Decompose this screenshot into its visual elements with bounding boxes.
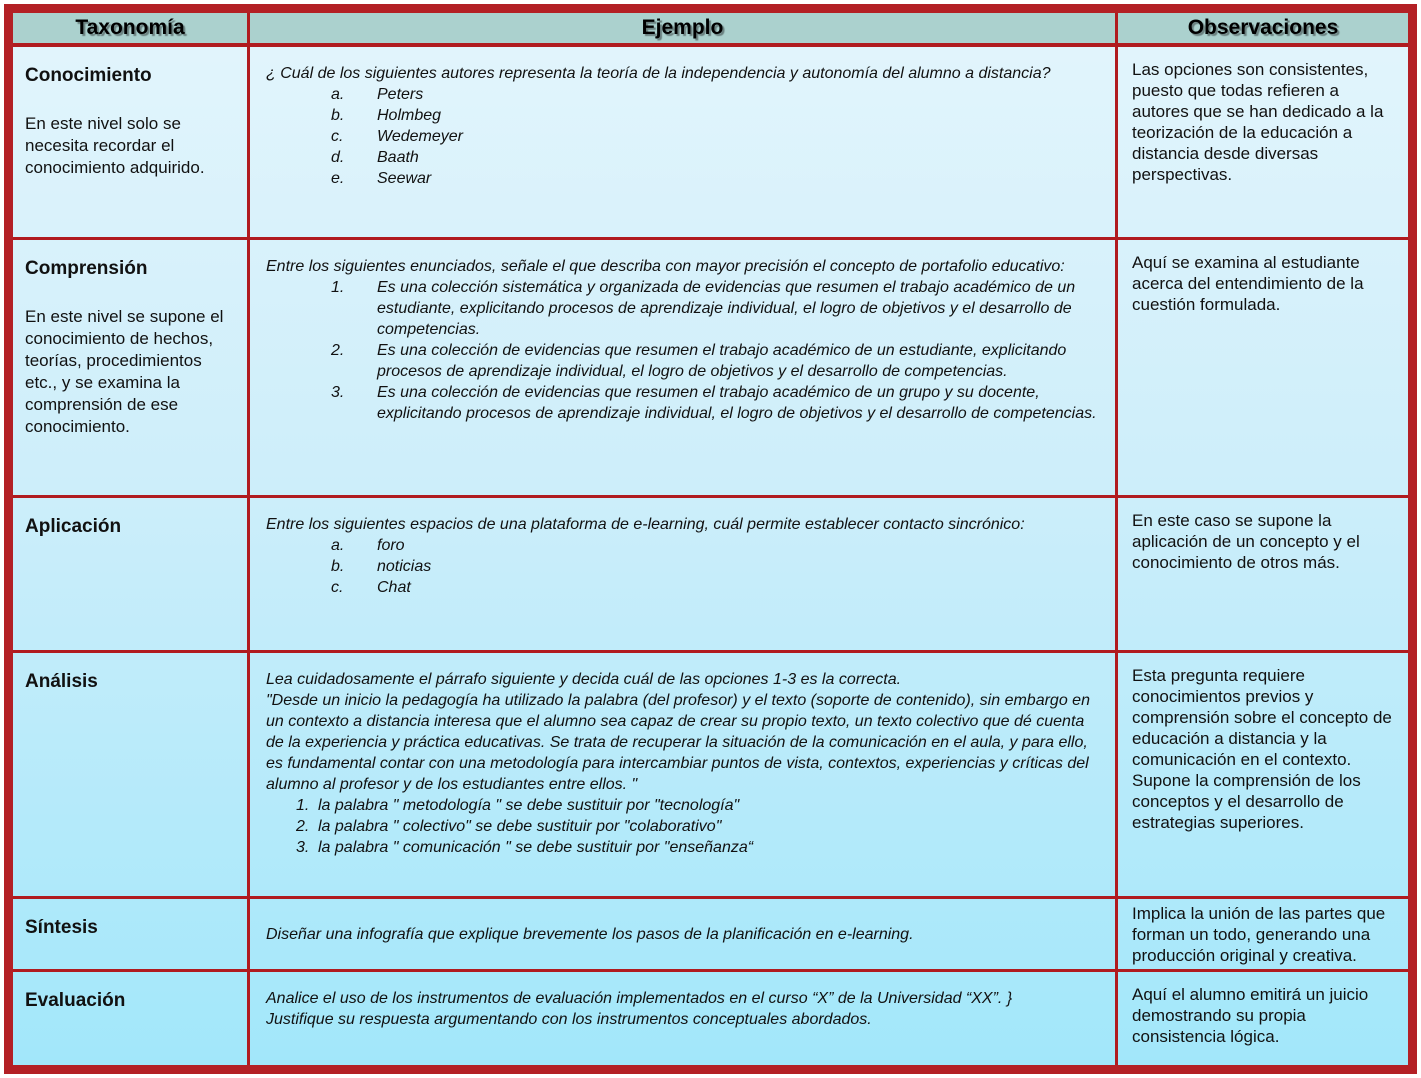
example-instruction: Lea cuidadosamente el párrafo siguiente y decida cuál de las opciones 1-3 es la correcta. [266,671,902,688]
example-cell-analisis [250,653,1118,899]
list-item [331,340,1099,382]
example-task-line: Justifique su respuesta argumentando con los instrumentos conceptuales abordados. [266,1011,872,1028]
item-text: noticias [377,558,432,575]
taxonomy-title: Aplicación [25,516,122,537]
item-marker: 3. [331,384,345,401]
item-marker: 2. [331,342,345,359]
list-item [331,126,1099,147]
item-marker: e. [331,170,345,187]
example-task: Diseñar una infografía que explique brevemente los pasos de la planificación en e-learning. [266,925,914,943]
taxonomy-description: En este nivel solo se necesita recordar el conocimiento adquirido. [25,114,205,177]
item-marker: a. [331,86,345,103]
list-item [331,535,1099,556]
example-question: Entre los siguientes enunciados, señale el que describa con mayor precisión el concepto de portafolio educativo: [266,258,1065,275]
example-question: ¿ Cuál de los siguientes autores representa la teoría de la independencia y autonomía del alumno a distancia? [266,65,1051,82]
example-task-line: Analice el uso de los instrumentos de evaluación implementados en el curso “X” de la Universidad “XX”. } [266,990,1013,1007]
list-item [331,84,1099,105]
item-text: Chat [377,579,411,596]
item-text: Peters [377,86,424,103]
example-option-list [266,535,1099,598]
header-ejemplo: Ejemplo [250,13,1118,47]
observations-cell-comprension: Aquí se examina al estudiante acerca del entendimiento de la cuestión formulada. [1118,240,1408,498]
observations-cell-analisis: Esta pregunta requiere conocimientos previos y comprensión sobre el concepto de educación a distancia y la comunicación en el contexto. Supone la comprensión de los conceptos y el desarrollo de estrategias superiores. [1118,653,1408,899]
example-option-list [266,277,1099,424]
item-text: la palabra " comunicación " se debe sustituir por "enseñanza“ [318,839,754,856]
item-marker: b. [331,107,345,124]
item-marker: c. [331,128,344,145]
item-text: Seewar [377,170,432,187]
list-item [331,147,1099,168]
taxonomy-title: Análisis [25,671,98,692]
example-option-list [266,84,1099,189]
taxonomy-title: Síntesis [25,917,98,938]
item-marker: 1. [331,279,345,296]
item-marker: 2. [296,818,310,835]
item-text: la palabra " metodología " se debe sustituir por "tecnología" [318,797,740,814]
observations-cell-sintesis: Implica la unión de las partes que forman un todo, generando una producción original y creativa. [1118,899,1408,972]
item-text: Wedemeyer [377,128,463,145]
example-cell-aplicacion [250,498,1118,653]
list-item [331,277,1099,340]
item-text: Es una colección sistemática y organizada de evidencias que resumen el trabajo académico de un estudiante, explicitando procesos de aprendizaje individual, el logro de objetivos y el desarrollo de competencias. [377,279,1076,338]
example-cell-evaluacion [250,972,1118,1065]
item-marker: a. [331,537,345,554]
item-text: Es una colección de evidencias que resumen el trabajo académico de un estudiante, explicitando procesos de aprendizaje individual, el logro de objetivos y el desarrollo de competencias. [377,342,1067,380]
header-taxonomia: Taxonomía [13,13,250,47]
example-cell-conocimiento [250,47,1118,240]
item-text: la palabra " colectivo" se debe sustituir por "colaborativo" [318,818,722,835]
observations-cell-aplicacion: En este caso se supone la aplicación de un concepto y el conocimiento de otros más. [1118,498,1408,653]
example-cell-sintesis [250,899,1118,972]
example-quote-paragraph: "Desde un inicio la pedagogía ha utilizado la palabra (del profesor) y el texto (soporte de contenido), sin embargo en un contexto a distancia interesa que el alumno sea capaz de crear su propio texto, un texto colectivo que dé cuenta de la experiencia y práctica educativas. Se trata de recuperar la situación de la comunicación en el aula, y para ello, es fundamental contar con una metodología para intercambiar puntos de vista, contextos, experiencias y críticas del alumno al profesor y de los estudiantes entre ellos. " [266,692,1090,793]
list-item [331,168,1099,189]
example-option-list [266,795,1099,858]
header-observaciones: Observaciones [1118,13,1408,47]
list-item [331,382,1099,424]
example-question: Entre los siguientes espacios de una plataforma de e-learning, cuál permite establecer contacto sincrónico: [266,516,1025,533]
item-marker: b. [331,558,345,575]
item-text: Es una colección de evidencias que resumen el trabajo académico de un grupo y su docente, explicitando procesos de aprendizaje individual, el logro de objetivos y el desarrollo de competencias. [377,384,1097,422]
taxonomy-cell-conocimiento [13,47,250,240]
list-item [296,795,1099,816]
taxonomy-cell-sintesis [13,899,250,972]
taxonomy-title: Evaluación [25,990,126,1011]
taxonomy-title: Comprensión [25,258,148,279]
list-item [331,556,1099,577]
taxonomy-title: Conocimiento [25,65,152,86]
list-item [296,837,1099,858]
item-text: foro [377,537,405,554]
item-marker: 1. [296,797,310,814]
item-text: Baath [377,149,419,166]
example-cell-comprension [250,240,1118,498]
observations-cell-conocimiento: Las opciones son consistentes, puesto que todas refieren a autores que se han dedicado a la teorización de la educación a distancia desde diversas perspectivas. [1118,47,1408,240]
list-item [296,816,1099,837]
taxonomy-cell-evaluacion [13,972,250,1065]
list-item [331,577,1099,598]
list-item [331,105,1099,126]
table-frame [4,4,1417,1074]
observations-cell-evaluacion: Aquí el alumno emitirá un juicio demostrando su propia consistencia lógica. [1132,985,1369,1046]
item-marker: d. [331,149,345,166]
taxonomy-cell-analisis [13,653,250,899]
taxonomy-cell-comprension [13,240,250,498]
taxonomy-description: En este nivel se supone el conocimiento de hechos, teorías, procedimientos etc., y se examina la comprensión de ese conocimiento. [25,307,224,436]
item-text: Holmbeg [377,107,442,124]
taxonomy-cell-aplicacion [13,498,250,653]
item-marker: c. [331,579,344,596]
item-marker: 3. [296,839,310,856]
taxonomy-table [13,13,1408,1065]
